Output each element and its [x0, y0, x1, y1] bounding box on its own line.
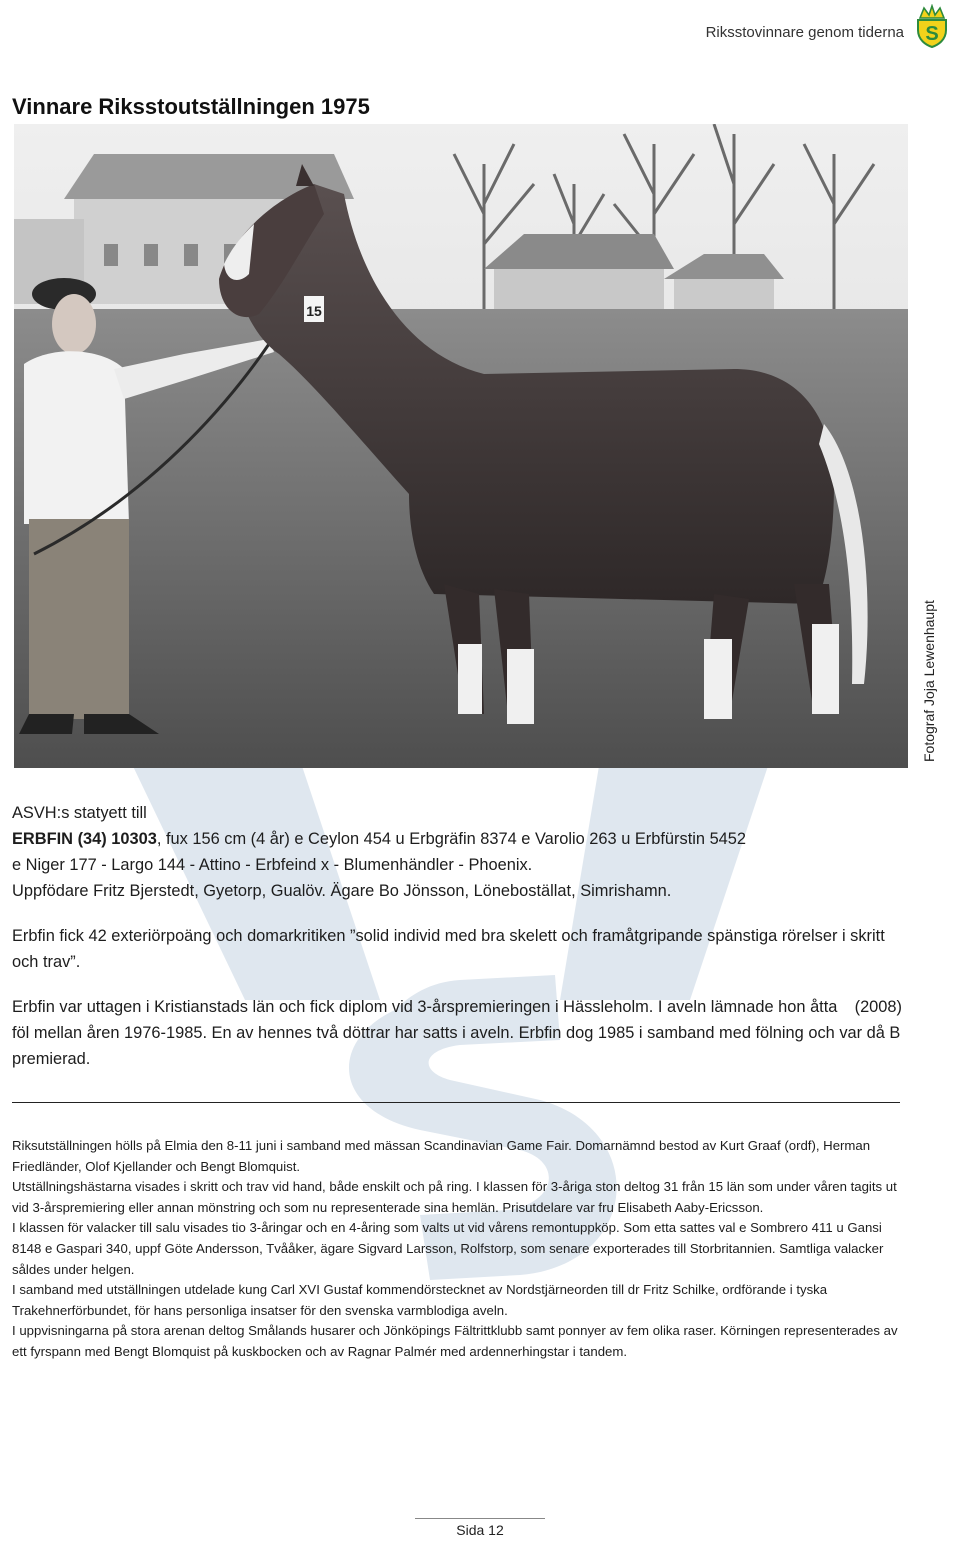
page-number: Sida 12 — [456, 1522, 504, 1538]
page-title: Vinnare Riksstoutställningen 1975 — [12, 94, 370, 119]
number-bib: 15 — [306, 303, 322, 319]
judging-paragraph: Erbfin fick 42 exteriörpoäng och domarkritiken ”solid individ med bra skelett och framåtgripande spänstiga rörelser i skritt och trav”. — [12, 927, 885, 971]
footer-divider — [415, 1518, 545, 1519]
history-paragraph — [12, 994, 902, 1072]
notes-section — [12, 1136, 902, 1363]
pedigree-paragraph — [12, 826, 902, 878]
s-crown-logo-icon — [912, 4, 952, 48]
pedigree-line-1: , fux 156 cm (4 år) e Ceylon 454 u Erbgräfin 8374 e Varolio 263 u Erbfürstin 5452 — [156, 830, 747, 848]
note-paragraph: Utställningshästarna visades i skritt och trav vid hand, både enskilt och på ring. I klassen för 3-åriga ston deltog 31 från 15 län som under våren tagits ut vid 3-årspremiering eller annan mönstring och som nu representerade sina hemlän. Prisutdelare var fru Elisabeth Aaby-Ericsson. — [12, 1179, 897, 1215]
photo-credit: Fotograf Joja Lewenhaupt — [921, 600, 937, 762]
note-paragraph: I samband med utställningen utdelade kung Carl XVI Gustaf kommendörstecknet av Nordstjärneorden till dr Fritz Schilke, ordförande i tyska Trakehnerförbundet, för hans personliga insatser för den svenska varmblodiga aveln. — [12, 1282, 828, 1318]
note-paragraph: I klassen för valacker till salu visades tio 3-åringar och en 4-åring som valts ut vid vårens remontuppköp. Som etta sattes val e Sombrero 411 u Gansi 8148 e Gaspari 340, uppf Göte Andersson, Tvååker, ägare Sigvard Larsson, Rolfstorp, som senare exporterades till Storbritannien. Samtliga valacker såldes under helgen. — [12, 1220, 884, 1277]
logo-letter: S — [925, 23, 939, 45]
horse-name: ERBFIN (34) 10303 — [12, 830, 157, 848]
main-text — [12, 800, 902, 1072]
horse-photo-icon — [14, 124, 908, 768]
header-title: Riksstovinnare genom tiderna — [705, 24, 904, 41]
year-note: (2008) — [854, 998, 902, 1016]
award-line: ASVH:s statyett till — [12, 804, 147, 822]
breeder-owner-line: Uppfödare Fritz Bjerstedt, Gyetorp, Gualöv. Ägare Bo Jönsson, Löneboställat, Simrishamn. — [12, 882, 672, 900]
section-divider — [12, 1102, 900, 1103]
note-paragraph: I uppvisningarna på stora arenan deltog Smålands husarer och Jönköpings Fältrittklubb samt ponnyer av fem olika raser. Körningen representerades av ett fyrspann med Bengt Blomquist på kuskbocken och av Ragnar Palmér med ardennerhingstar i tandem. — [12, 1323, 898, 1359]
history-text: Erbfin var uttagen i Kristianstads län och fick diplom vid 3-årspremieringen i Hässleholm. I aveln lämnade hon åtta föl mellan åren 1976-1985. En av hennes två döttrar har satts i aveln. Erbfin dog 1985 i samband med fölning och var då B premierad. — [12, 998, 901, 1068]
pedigree-line-2: e Niger 177 - Largo 144 - Attino - Erbfeind x - Blumenhändler - Phoenix. — [12, 856, 533, 874]
note-paragraph: Riksutställningen hölls på Elmia den 8-11 juni i samband med mässan Scandinavian Game Fair. Domarnämnd bestod av Kurt Graaf (ordf), Herman Friedländer, Olof Kjellander och Bengt Blomquist. — [12, 1138, 871, 1174]
